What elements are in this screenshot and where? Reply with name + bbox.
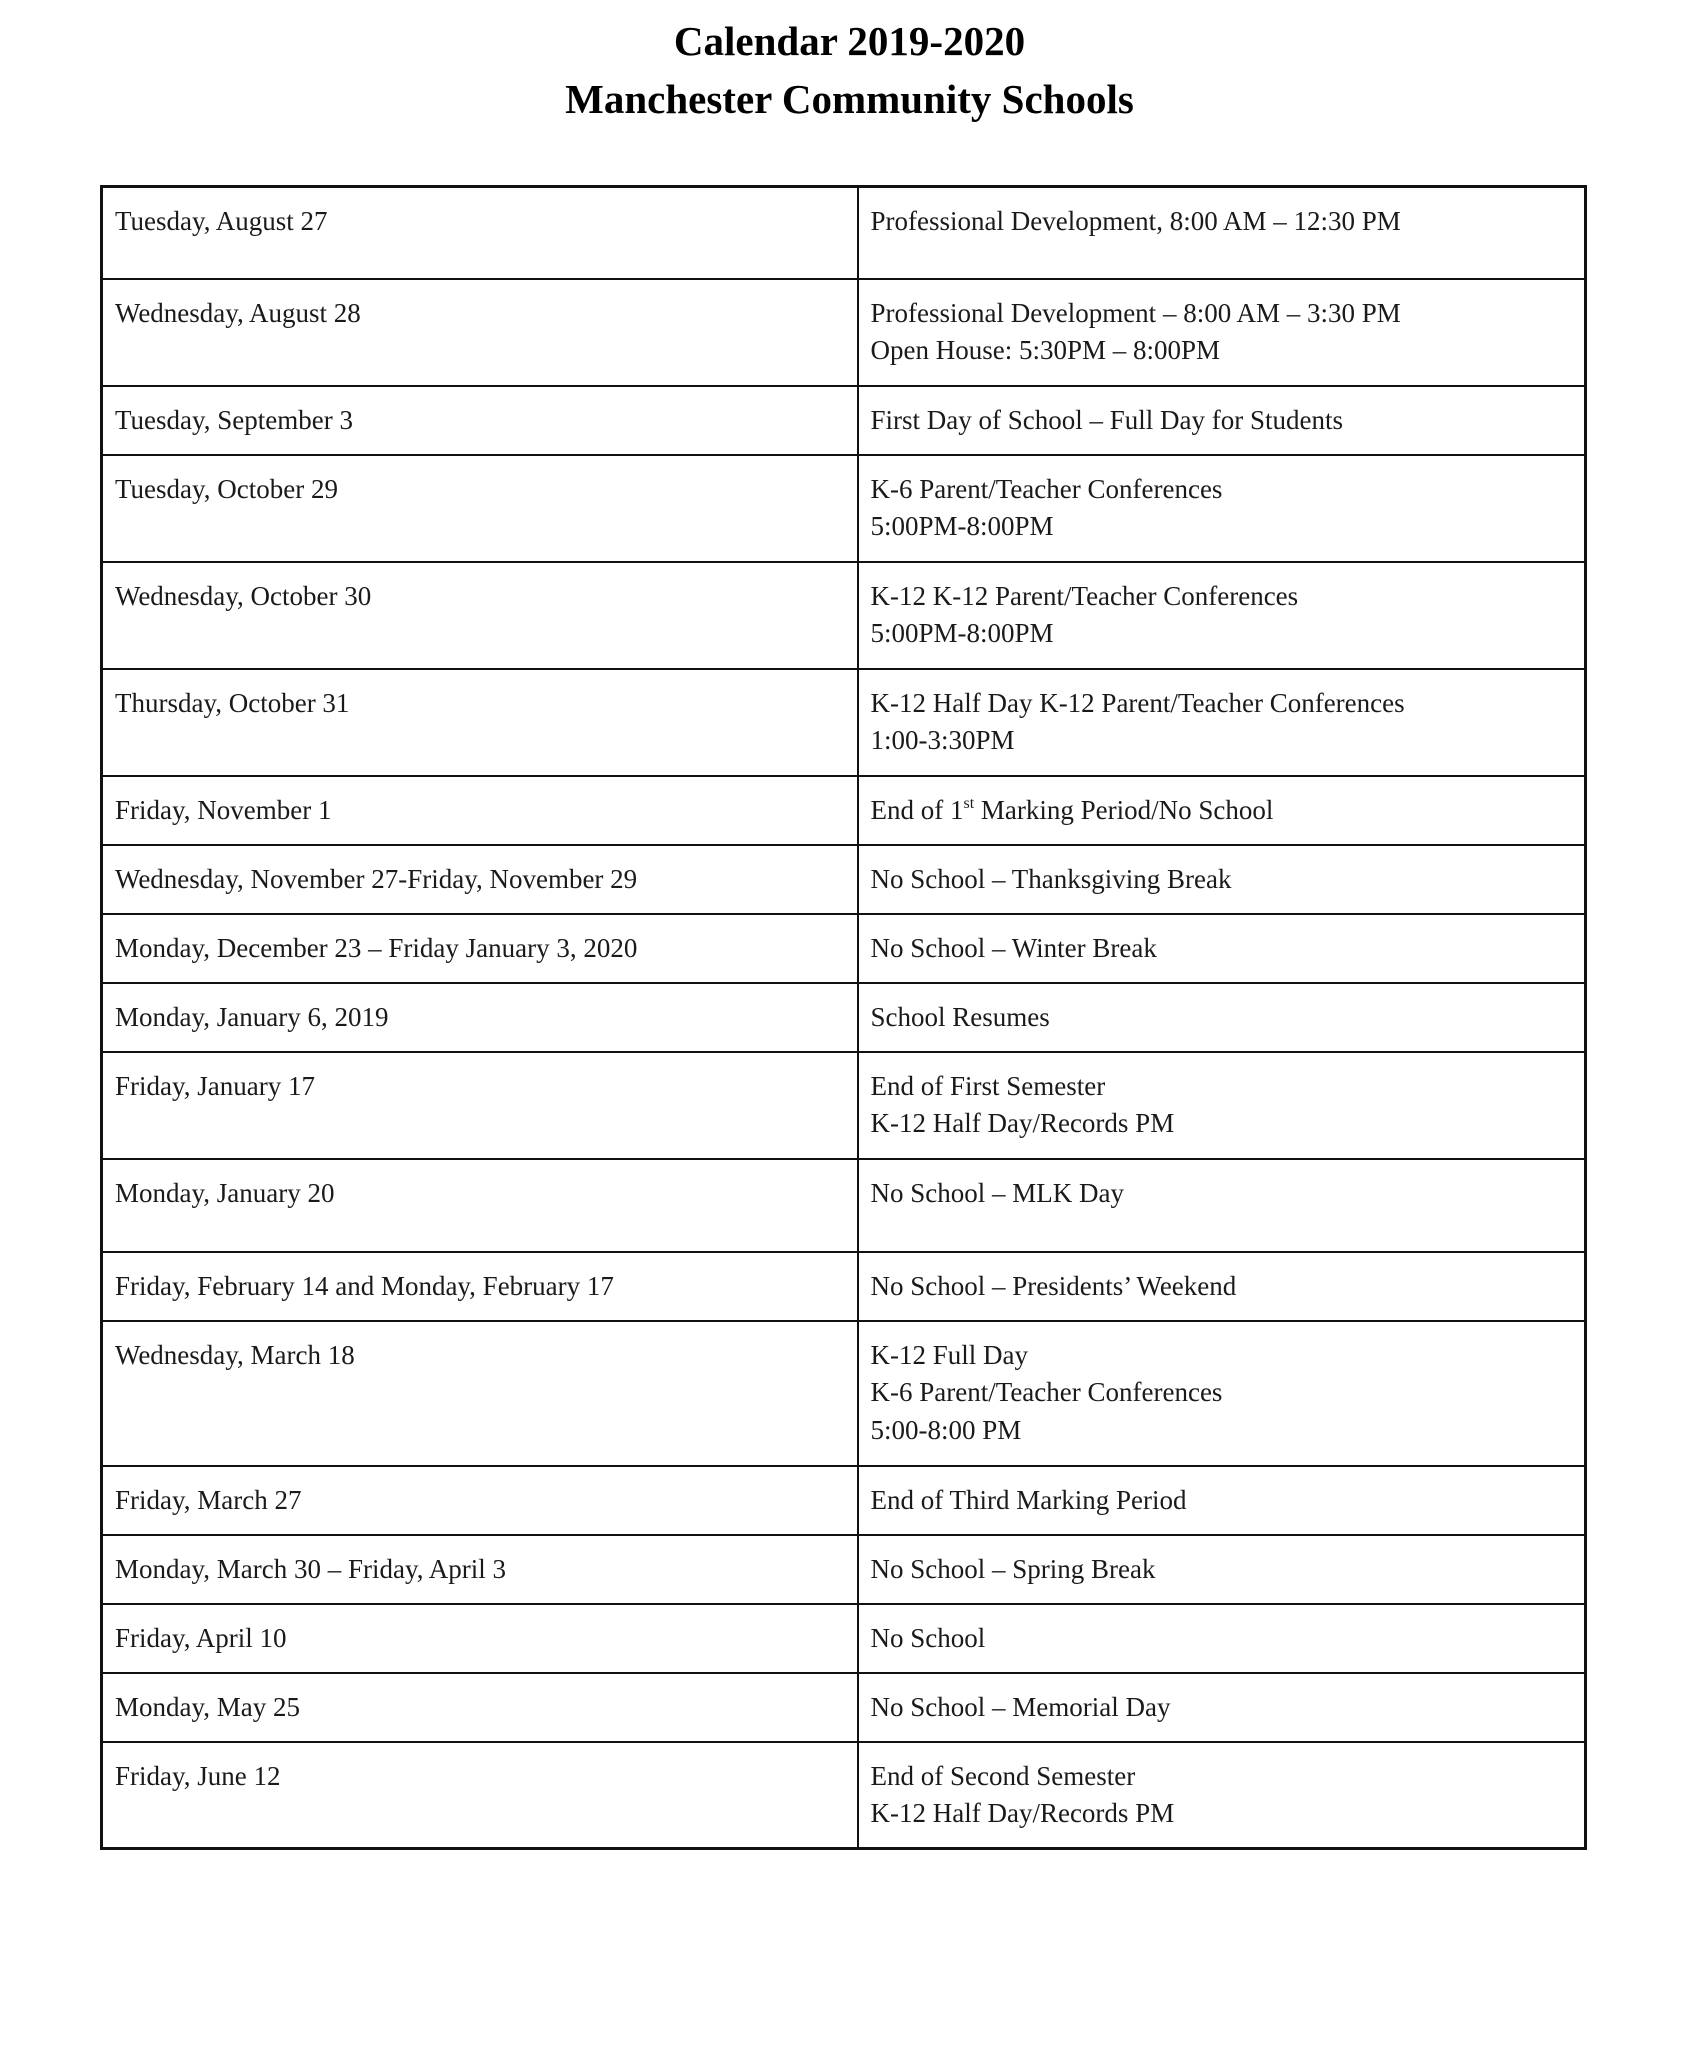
table-row	[102, 669, 1586, 776]
date-text: Monday, January 20	[115, 1177, 335, 1208]
table-row	[102, 1321, 1586, 1466]
date-text: Friday, January 17	[115, 1070, 315, 1101]
event-text: End of Second Semester	[870, 1760, 1136, 1791]
table-row	[102, 279, 1586, 386]
date-text: Thursday, October 31	[115, 687, 350, 718]
table-row	[102, 562, 1586, 669]
event-text: Professional Development – 8:00 AM – 3:30 PM	[870, 297, 1401, 328]
date-cell	[102, 914, 858, 983]
table-row	[102, 983, 1586, 1052]
event-text: End of First Semester	[870, 1070, 1106, 1101]
event-text: End of Third Marking Period	[870, 1484, 1187, 1515]
table-row	[102, 187, 1586, 279]
event-cell	[858, 914, 1586, 983]
date-cell	[102, 1252, 858, 1321]
event-cell	[858, 1604, 1586, 1673]
date-text: Tuesday, September 3	[115, 404, 353, 435]
event-cell	[858, 1535, 1586, 1604]
event-text: K-12 Half Day K-12 Parent/Teacher Conferences	[870, 687, 1405, 718]
date-cell	[102, 562, 858, 669]
date-cell	[102, 983, 858, 1052]
table-row	[102, 1742, 1586, 1849]
date-cell	[102, 455, 858, 562]
event-text: 5:00PM-8:00PM	[870, 511, 1054, 541]
date-cell	[102, 1321, 858, 1466]
table-row	[102, 776, 1586, 845]
date-text: Friday, June 12	[115, 1760, 281, 1791]
date-cell	[102, 1535, 858, 1604]
event-text: K-12 Half Day/Records PM	[870, 1108, 1175, 1138]
date-text: Monday, March 30 – Friday, April 3	[115, 1553, 506, 1584]
event-cell	[858, 776, 1586, 845]
table-row	[102, 1535, 1586, 1604]
event-text: No School – MLK Day	[870, 1177, 1124, 1208]
event-text: 5:00PM-8:00PM	[870, 618, 1054, 648]
event-cell	[858, 1466, 1586, 1535]
date-text: Tuesday, October 29	[115, 473, 338, 504]
event-text: No School	[870, 1622, 986, 1653]
event-text	[871, 792, 1573, 830]
event-cell	[858, 1742, 1586, 1849]
event-cell	[858, 983, 1586, 1052]
table-row	[102, 455, 1586, 562]
table-row	[102, 845, 1586, 914]
table-row	[102, 1673, 1586, 1742]
event-text: K-6 Parent/Teacher Conferences	[870, 473, 1223, 504]
event-text: K-12 K-12 Parent/Teacher Conferences	[870, 580, 1299, 611]
date-text: Wednesday, November 27-Friday, November 29	[115, 863, 638, 894]
event-text: No School – Thanksgiving Break	[870, 863, 1232, 894]
date-text: Monday, January 6, 2019	[115, 1001, 389, 1032]
table-row	[102, 914, 1586, 983]
date-cell	[102, 845, 858, 914]
date-text: Tuesday, August 27	[115, 206, 328, 236]
event-cell	[858, 1673, 1586, 1742]
event-text-part: End of 1	[870, 794, 964, 825]
event-cell	[858, 1321, 1586, 1466]
table-row	[102, 1604, 1586, 1673]
event-text: K-12 Full Day	[870, 1339, 1028, 1370]
event-cell	[858, 1052, 1586, 1159]
event-text: No School – Presidents’ Weekend	[870, 1270, 1237, 1301]
event-text: K-6 Parent/Teacher Conferences	[870, 1377, 1223, 1407]
event-text: 5:00-8:00 PM	[870, 1414, 1022, 1445]
event-text: K-12 Half Day/Records PM	[870, 1798, 1175, 1828]
event-cell	[858, 845, 1586, 914]
event-cell	[858, 279, 1586, 386]
date-text: Wednesday, March 18	[115, 1339, 355, 1370]
date-text: Wednesday, October 30	[115, 580, 372, 611]
event-cell	[858, 455, 1586, 562]
date-cell	[102, 1604, 858, 1673]
event-cell	[858, 669, 1586, 776]
date-cell	[102, 187, 858, 279]
event-text: No School – Winter Break	[870, 932, 1157, 963]
date-cell	[102, 1466, 858, 1535]
table-row	[102, 1159, 1586, 1252]
event-text: 1:00-3:30PM	[870, 725, 1015, 755]
event-text-part: Marking Period/No School	[974, 794, 1274, 825]
calendar-table	[100, 185, 1587, 1850]
document-title: Calendar 2019-2020	[673, 18, 1026, 64]
date-text: Friday, February 14 and Monday, February 17	[115, 1270, 614, 1301]
event-text: Professional Development, 8:00 AM – 12:30 PM	[870, 206, 1401, 236]
event-cell	[858, 1159, 1586, 1252]
date-cell	[102, 386, 858, 455]
event-cell	[858, 1252, 1586, 1321]
event-cell	[858, 187, 1586, 279]
event-text: School Resumes	[870, 1001, 1050, 1032]
event-cell	[858, 562, 1586, 669]
date-text: Friday, November 1	[115, 794, 332, 825]
date-cell	[102, 279, 858, 386]
event-text: Open House: 5:30PM – 8:00PM	[870, 335, 1221, 365]
event-text: No School – Spring Break	[870, 1553, 1156, 1584]
date-cell	[102, 1052, 858, 1159]
calendar-table-body	[102, 187, 1586, 1849]
date-text: Friday, April 10	[115, 1622, 287, 1653]
ordinal-suffix: st	[963, 794, 975, 812]
event-cell	[858, 386, 1586, 455]
table-row	[102, 1252, 1586, 1321]
date-cell	[102, 1742, 858, 1849]
table-row	[102, 1466, 1586, 1535]
event-text: No School – Memorial Day	[870, 1691, 1171, 1722]
table-row	[102, 1052, 1586, 1159]
date-cell	[102, 669, 858, 776]
date-cell	[102, 1159, 858, 1252]
table-row	[102, 386, 1586, 455]
document-header	[0, 12, 1699, 128]
date-text: Friday, March 27	[115, 1484, 302, 1515]
date-cell	[102, 776, 858, 845]
date-text: Monday, December 23 – Friday January 3, 2020	[115, 932, 638, 963]
document-subtitle: Manchester Community Schools	[565, 76, 1134, 122]
date-cell	[102, 1673, 858, 1742]
date-text: Wednesday, August 28	[115, 297, 361, 328]
event-text: First Day of School – Full Day for Students	[870, 404, 1343, 435]
date-text: Monday, May 25	[115, 1691, 300, 1722]
